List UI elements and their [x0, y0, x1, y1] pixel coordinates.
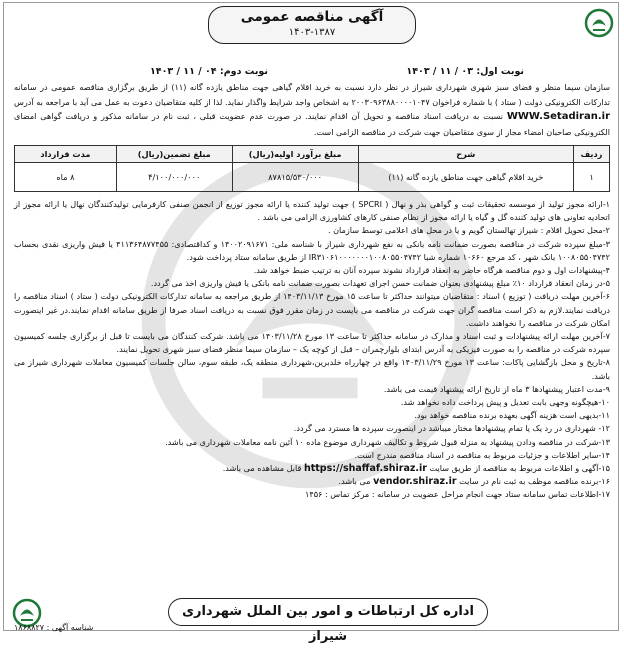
- term-item: ۷-آخرین مهلت ارائه پیشنهادات و ثبت اسناد و مدارک در سامانه حداکثر تا ساعت ۱۳ مورخ ۱۴۰۳/۱۱/۲۸ می باشد. شرکت کنندگان می بایست تا قبل از برگزاری جلسه کمیسیون سپرده شرکت در مناقصه را به صورت فیزیکی به آدرس ابتدای بلوارچمران – قبل از کوچه یک – سازمان سیما منظر فضای سبز شهری تحویل نمایند.: [14, 331, 610, 355]
- notice-code: ۱۴۰۳-۱۳۸۷: [288, 27, 336, 38]
- header-row-number: ردیف: [574, 146, 610, 163]
- term-item: ۱۱-بدیهی است هزینه آگهی بعهده برنده مناقصه خواهد بود.: [414, 410, 610, 421]
- term-text: ۱۵-آگهی و اطلاعات مربوط به مناقصه از طریق سایت: [429, 463, 610, 474]
- tender-table: [14, 145, 610, 192]
- setadiran-link[interactable]: WWW.Setadiran.ir: [506, 111, 611, 122]
- shiraz-municipality-logo-icon: [584, 8, 614, 38]
- term-text: ۱۶-برنده مناقصه موظف به ثبت نام در سایت: [459, 476, 610, 487]
- term-item: ۳-مبلغ سپرده شرکت در مناقصه بصورت ضمانت نامه بانکی به نفع شهرداری شیراز با شناسه ملی: ۱۴۰۰۲۰۹۱۶۷۱ و کداقتصادی: ۴۱۱۳۶۴۸۷۷۴۵۵ یا فیش واریزی نقدی بحساب ۱۰۰۸۰۵۵۰۴۷۴۲ بانک شهر ، کد مرجع ۱۰۶۶۰ شماره شبا IR۳۱۰۶۱۰۰۰۰۰۰۰۱۰۰۸۰۵۵۰۴۷۴۲ از طریق سامانه ستاد پرداخت شود.: [14, 238, 610, 262]
- term-item: ۲-محل تحویل اقلام : شیراز تهالستان گویم و یا در محل های اعلامی توسط سازمان .: [327, 225, 610, 236]
- page-title: آگهی مناقصه عمومی: [240, 9, 384, 25]
- header-description: شرح: [358, 146, 574, 163]
- intro-paragraph: [14, 80, 610, 139]
- term-item: ۱۴-سایر اطلاعات و جزئیات مربوط به مناقصه در اسناد مناقصه مندرج است.: [354, 449, 610, 460]
- terms-list: [14, 198, 610, 502]
- header-estimate: مبلغ برآورد اولیه(ریال): [232, 146, 358, 163]
- term-item-vendor: [14, 475, 610, 488]
- intro-text-start: سازمان سیما منظر و فضای سبز شهری شهرداری شیراز در نظر دارد نسبت به خرید اقلام گیاهی جهت مناطق یازده گانه (۱۱) از طریق برگزاری مناقصه عمومی در سامانه تدارکات الکترونیکی دولت ( ستاد ) با شماره فراخوان ۲۰۰۳۰۹۶۳۸۸۰۰۰۰۱۰۴۷ به اشخاص واجد شرایط واگذار نماید. لذا از کلیه متقاضیان دعوت به عمل می آید با مراجعه به آدرس: [14, 82, 610, 107]
- first-round-date: نوبت اول: ۰۳ / ۱۱ / ۱۴۰۳: [406, 66, 524, 77]
- term-item: ۴-پیشنهادات اول و دوم مناقصه هرگاه حاضر به انعقاد قرارداد نشوند سپرده آنان به ترتیب ضبط خواهد شد.: [253, 265, 610, 276]
- footer-organization: اداره کل ارتباطات و امور بین الملل شهرداری شیراز: [168, 598, 488, 626]
- cell-duration: ۸ ماه: [15, 163, 117, 192]
- cell-row-number: ۱: [574, 163, 610, 192]
- cell-guarantee: ۴/۱۰۰/۰۰۰/۰۰۰: [116, 163, 232, 192]
- table-row: [15, 163, 610, 192]
- cell-description: خرید اقلام گیاهی جهت مناطق یازده گانه (۱۱): [358, 163, 574, 192]
- term-item: ۶-آخرین مهلت دریافت ( توزیع ) اسناد : متقاضیان میتوانند حداکثر تا ساعت ۱۵ مورخ ۱۴۰۳/۱۱/۱۳ از طریق مراجعه به سامانه تدارکات الکترونیکی دولت ( ستاد ) اسناد مناقصه را دریافت نمایند.لازم به ذکر است مناقصه گران جهت شرکت در مناقصه می بایست در زمان مقرر فوق نسبت به دریافت اسناد صرفا از طریق سامانه اقدام نمایند.در غیر اینصورت امکان شرکت در مناقصه را نخواهند داشت.: [14, 291, 611, 328]
- cell-estimate: ۸۷۸۱۵/۵۳۰/۰۰۰: [232, 163, 358, 192]
- term-item: ۸-تاریخ و محل بازگشایی پاکات: ساعت ۱۳ مورخ ۱۴۰۳/۱۱/۲۹ واقع در چهارراه خلدبرین،شهرداری منطقه یک، طبقه سوم، سالن جلسات کمیسیون معاملات شهرداری شیراز می باشد.: [14, 357, 610, 381]
- intro-text-end: نسبت به دریافت اسناد مناقصه و تحویل آن اقدام نمایند. در صورت عدم عضویت قبلی ، ثبت نام در سامانه مذکور و دریافت گواهی امضای الکترونیکی صاحبان امضاء مجاز از سوی متقاضیان جهت شرکت در مناقصه الزامی است.: [14, 111, 610, 137]
- second-round-date: نوبت دوم: ۰۴ / ۱۱ / ۱۴۰۳: [150, 66, 268, 77]
- term-item: ۱۰-هیچگونه وجهی بابت تعدیل و پیش پرداخت داده نخواهد شد.: [400, 397, 610, 408]
- term-item: ۱-ارائه مجوز تولید از موسسه تحقیقات ثبت و گواهی بذر و نهال ( SPCRI ) جهت تولید کننده یا ارائه مجوز توزیع از انجمن صنفی کارفرمایی تولیدکنندگان نهال یا ارائه مجوز از اتحادیه تعاونی های تولید کننده گل و گیاه یا ارائه مجوز از نظام صنفی کارهای کشاورزی الزامی می باشد .: [14, 199, 611, 223]
- ad-identifier: شناسه آگهی : ۱۸۶۸۸۲۷: [14, 623, 94, 632]
- term-text: می باشد.: [338, 476, 371, 487]
- term-item: ۹-مدت اعتبار پیشنهادها ۳ ماه از تاریخ ارائه پیشنهاد قیمت می باشد.: [383, 383, 610, 394]
- term-item: ۵-در زمان انعقاد قرارداد ۱۰٪ مبلغ پیشنهادی بعنوان ضمانت حسن اجرای تعهدات بصورت ضمانت نامه بانکی یا فیش واریزی اخذ می گردد.: [150, 278, 610, 289]
- term-item: ۱۲- شهرداری در رد یک یا تمام پیشنهادها مختار میباشد در اینصورت سپرده ها مسترد می گردد.: [293, 423, 610, 434]
- term-text: قابل مشاهده می باشد.: [222, 463, 302, 474]
- notice-title-box: [208, 6, 416, 44]
- term-item: ۱۳-شرکت در مناقصه ودادن پیشنهاد به منزله قبول شروط و تکالیف شهرداری موضوع ماده ۱۰ آئین نامه معاملات شهرداری می باشد.: [165, 436, 610, 447]
- vendor-link[interactable]: vendor.shiraz.ir: [373, 476, 457, 488]
- shaffaf-link[interactable]: https://shaffaf.shiraz.ir: [303, 463, 427, 475]
- table-header-row: [15, 146, 610, 163]
- term-item-shaffaf: [14, 462, 610, 475]
- term-item: ۱۷-اطلاعات تماس سامانه ستاد جهت انجام مراحل عضویت در سامانه : مرکز تماس : ۱۴۵۶: [305, 489, 610, 500]
- header-duration: مدت قرارداد: [15, 146, 117, 163]
- header-guarantee: مبلغ تضمین(ریال): [116, 146, 232, 163]
